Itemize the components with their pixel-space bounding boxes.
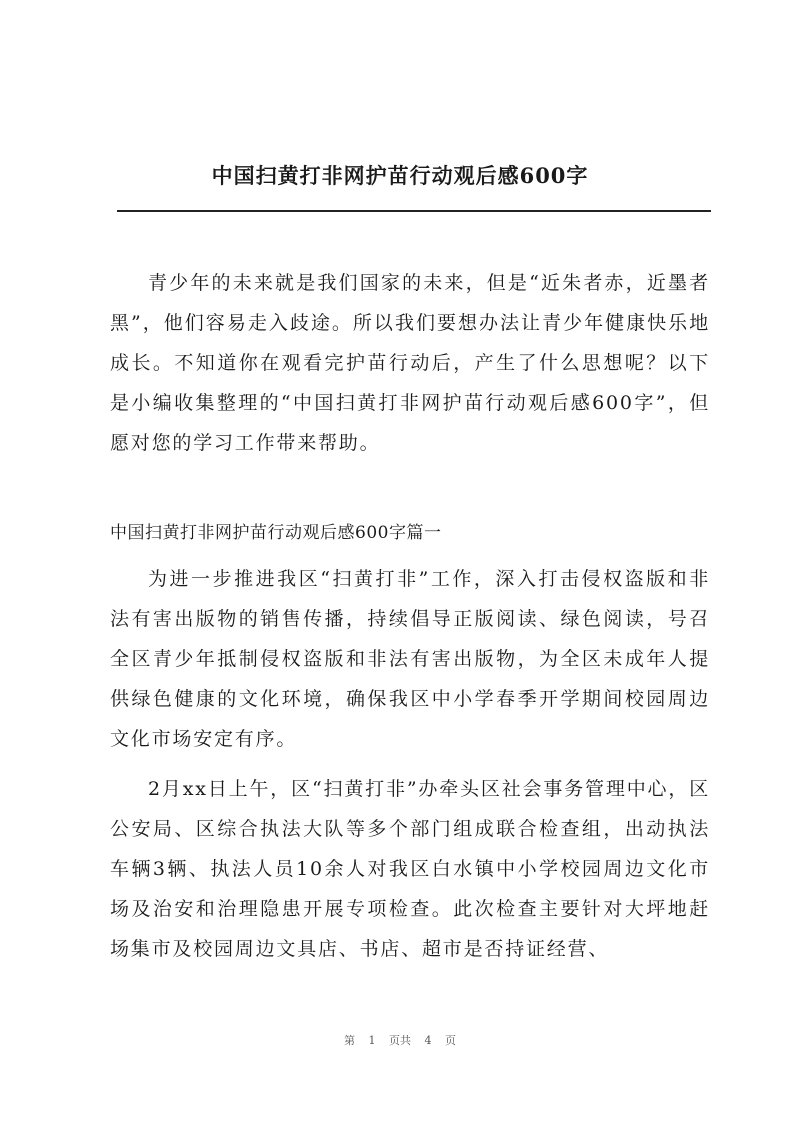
- paragraph-2: [110, 769, 710, 969]
- paragraph-1: [110, 559, 710, 759]
- page-footer: 第 1 页共 4 页: [344, 1034, 456, 1047]
- title-divider: [117, 210, 711, 212]
- document-title: 中国扫黄打非网护苗行动观后感600字: [211, 163, 589, 188]
- paragraph-2-text: 2月xx日上午，区“扫黄打非”办牵头区社会事务管理中心，区公安局、区综合执法大队等多个部门组成联合检查组，出动执法车辆3辆、执法人员10余人对我区白水镇中小学校园周边文化市场及治安和治理隐患开展专项检查。此次检查主要针对大坪地赶场集市及校园周边文具店、书店、超市是否持证经营、: [110, 778, 710, 960]
- intro-text: 青少年的未来就是我们国家的未来，但是“近朱者赤，近墨者黑”，他们容易走入歧途。所以我们要想办法让青少年健康快乐地成长。不知道你在观看完护苗行动后，产生了什么思想呢？以下是小编收集整理的“中国扫黄打非网护苗行动观后感600字”，但愿对您的学习工作带来帮助。: [110, 272, 710, 454]
- intro-paragraph: [110, 263, 710, 463]
- section-heading: 中国扫黄打非网护苗行动观后感600字篇一: [110, 523, 442, 543]
- paragraph-1-text: 为进一步推进我区“扫黄打非”工作，深入打击侵权盗版和非法有害出版物的销售传播，持续倡导正版阅读、绿色阅读，号召全区青少年抵制侵权盗版和非法有害出版物，为全区未成年人提供绿色健康的文化环境，确保我区中小学春季开学期间校园周边文化市场安定有序。: [110, 568, 710, 750]
